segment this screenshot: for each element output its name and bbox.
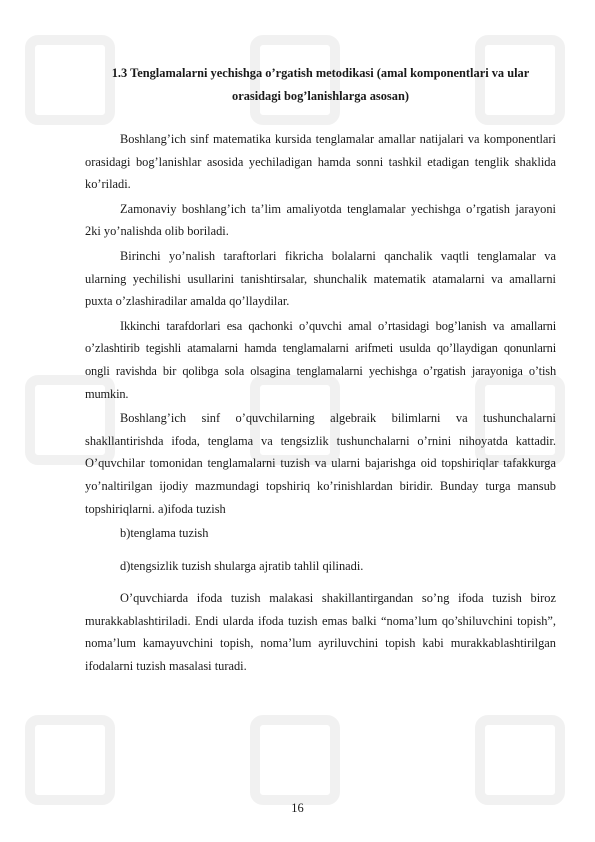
paragraph-1: Boshlang’ich sinf matematika kursida tenglamalar amallar natijalari va komponentlari orasidagi bog’lanishlar asosida yechiladigan hamda sonni tashkil etadigan tenglik shaklida ko’riladi. (85, 132, 556, 192)
page-number: 16 (291, 801, 304, 815)
paragraph-7: d)tengsizlik tuzish shularga ajratib tahlil qilinadi. (120, 558, 364, 573)
paragraph-5: Boshlang’ich sinf o’quvchilarning algebraik bilimlarni va tushunchalarni shakllantirishda ifoda, tenglama va tengsizlik tushunchalarni o’rnini nihoyatda kattadir. O’quvchilar tomonidan tenglamalarni tuzish va ularni bajarishga oid topshiriqlar tafakkurga yo’naltirilgan ijodiy mazmundagi topshiriq ko’rinishlardan biridir. Bunday turga mansub topshiriqlarni. a)ifoda tuzish (85, 411, 556, 516)
paragraph-6: b)tenglama tuzish (120, 526, 209, 541)
section-heading-line-2: orasidagi bog’lanishlarga asosan) (232, 88, 409, 103)
section-heading-line-1: 1.3 Tenglamalarni yechishga o’rgatish metodikasi (amal komponentlari va ular (111, 66, 530, 80)
paragraph-2: Zamonaviy boshlang’ich ta’lim amaliyotda tenglamalar yechishga o’rgatish jarayoni 2ki yo’nalishda olib boriladi. (85, 201, 556, 239)
section-heading (77, 62, 564, 107)
document-page (85, 62, 556, 680)
body-text (85, 128, 556, 678)
paragraph-3: Birinchi yo’nalish taraftorlari fikricha bolalarni qanchalik vaqtli tenglamalar va ularning yechilishi usullarini tanishtirsalar, shunchalik matematik atamalarni va amallarni puxta o’zlashiradilar amalda qo’llaydilar. (85, 248, 556, 309)
paragraph-8: O’quvchiarda ifoda tuzish malakasi shakillantirgandan so’ng ifoda tuzish biroz murakkablashtiriladi. Endi ularda ifoda tuzish emas balki “noma’lum qo’shiluvchini topish”, noma’lum kamayuvchini topish, noma’lum ayriluvchini topish kabi murakkablashtirilgan ifodalarni tuzish masalasi turadi. (85, 591, 556, 674)
paragraph-4: Ikkinchi tarafdorlari esa qachonki o’quvchi amal o’rtasidagi bog’lanish va amallarni o’zlashtirib tegishli atamalarni hamda tenglamalarni arifmeti usulda qo’llaydigan qonunlarni ongli ravishda bir qolibga sola olsagina tenglamalarni yechishga o’rgatish jarayoniga o’tish mumkin. (85, 318, 556, 401)
